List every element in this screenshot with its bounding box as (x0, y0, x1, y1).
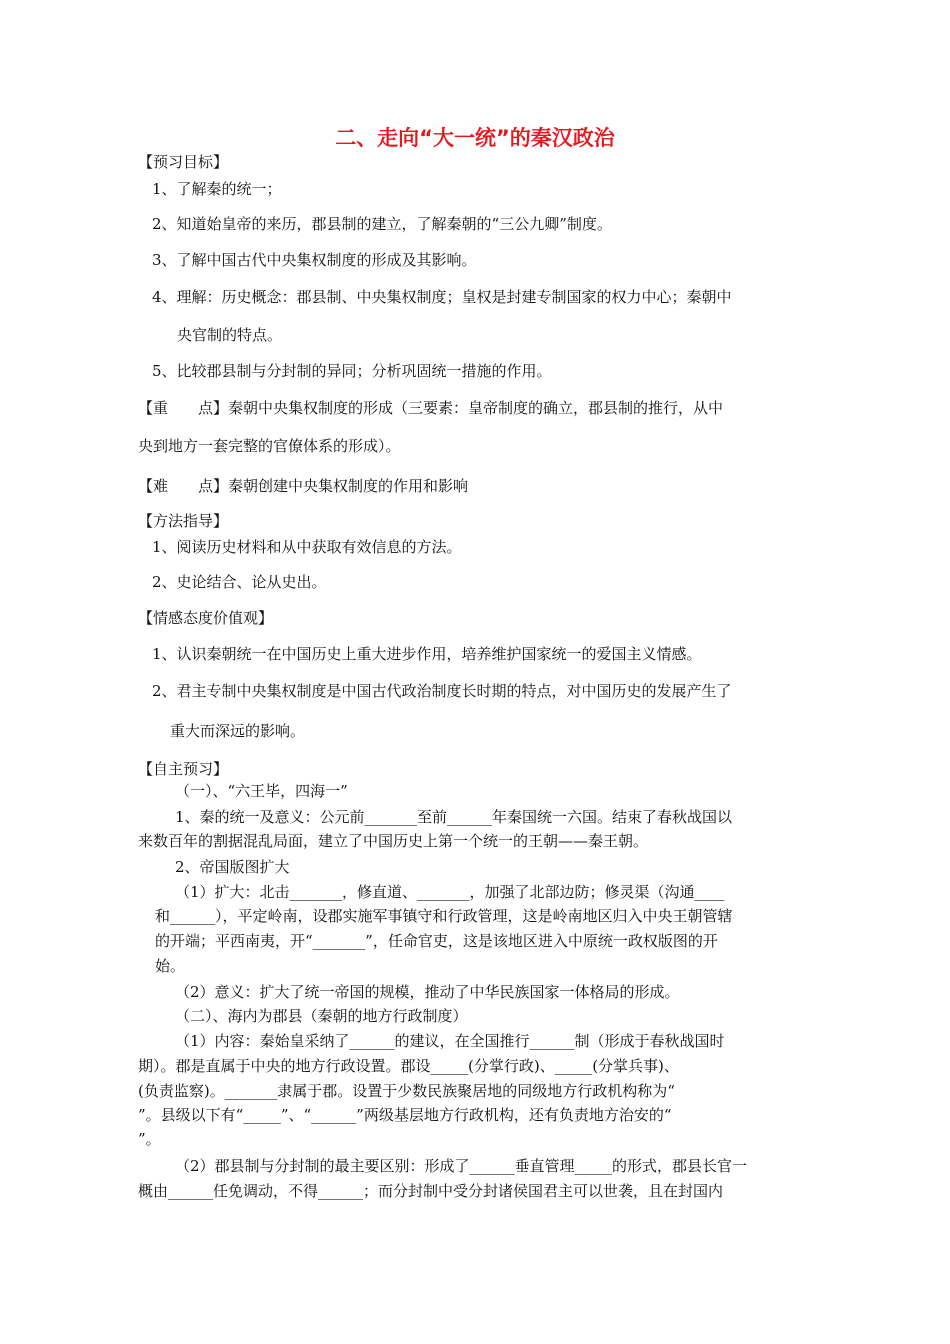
text-line: （1）内容：秦始皇采纳了______的建议，在全国推行______制（形成于春秋战国时 (175, 1032, 725, 1050)
text-line: 2、君主专制中央集权制度是中国古代政治制度长时期的特点，对中国历史的发展产生了 (152, 682, 732, 700)
page-title: 二、走向“大一统”的秦汉政治 (335, 126, 615, 150)
text-line: （1）扩大：北击_______，修直道、_______，加强了北部边防；修灵渠（沟通____ (175, 883, 725, 901)
section-heading: 【方法指导】 (138, 512, 229, 530)
text-line: 始。 (155, 957, 186, 975)
text-line: （2）郡县制与分封制的最主要区别：形成了______垂直管理_____的形式，郡县长官一 (175, 1157, 748, 1175)
text-line: 2、帝国版图扩大 (175, 858, 290, 876)
text-line: 5、比较郡县制与分封制的异同；分析巩固统一措施的作用。 (152, 362, 552, 380)
text-line: 1、阅读历史材料和从中获取有效信息的方法。 (152, 538, 462, 556)
text-line: 2、知道始皇帝的来历，郡县制的建立，了解秦朝的“三公九卿”制度。 (152, 215, 612, 233)
text-line: 1、了解秦的统一； (152, 180, 282, 198)
text-line: 央官制的特点。 (177, 326, 283, 344)
text-line: 2、史论结合、论从史出。 (152, 573, 327, 591)
key-point-line: 【重 点】秦朝中央集权制度的形成（三要素：皇帝制度的确立，郡县制的推行，从中 (138, 399, 724, 417)
section-heading: 【自主预习】 (138, 760, 229, 778)
text-line: 4、理解：历史概念：郡县制、中央集权制度；皇权是封建专制国家的权力中心；秦朝中 (152, 288, 732, 306)
subsection-heading: （一）、“六王毕，四海一” (175, 782, 348, 800)
text-line: 1、认识秦朝统一在中国历史上重大进步作用，培养维护国家统一的爱国主义情感。 (152, 645, 702, 663)
text-line: （2）意义：扩大了统一帝国的规模，推动了中华民族国家一体格局的形成。 (175, 983, 680, 1001)
text-line: 3、了解中国古代中央集权制度的形成及其影响。 (152, 251, 477, 269)
text-line: 央到地方一套完整的官僚体系的形成）。 (138, 437, 401, 455)
subsection-heading: （二）、海内为郡县（秦朝的地方行政制度） (175, 1007, 468, 1025)
text-line: 1、秦的统一及意义：公元前_______至前______年秦国统一六国。结束了春秋战国以 (175, 808, 733, 826)
section-heading: 【情感态度价值观】 (138, 609, 274, 627)
text-line: 和______），平定岭南，设郡实施军事镇守和行政管理，这是岭南地区归入中央王朝管辖 (155, 907, 733, 925)
text-line: 期）。郡是直属于中央的地方行政设置。郡设_____(分掌行政)、_____(分掌兵事)、 (138, 1057, 679, 1075)
text-line: ”。 (138, 1130, 161, 1148)
difficulty-line: 【难 点】秦朝创建中央集权制度的作用和影响 (138, 477, 469, 495)
text-line: 重大而深远的影响。 (170, 722, 306, 740)
text-line: 的开端；平西南夷，开“_______”，任命官吏，这是该地区进入中原统一政权版图的开 (155, 932, 718, 950)
text-line: (负责监察)。_______隶属于郡。设置于少数民族聚居地的同级地方行政机构称为“ (138, 1082, 675, 1100)
text-line: ”。县级以下有“_____”、“______”两级基层地方行政机构，还有负责地方治安的“ (138, 1106, 672, 1124)
text-line: 来数百年的割据混乱局面，建立了中国历史上第一个统一的王朝——秦王朝。 (138, 832, 649, 850)
text-line: 概由______任免调动，不得______；而分封制中受分封诸侯国君主可以世袭，且在封国内 (138, 1182, 724, 1200)
section-heading: 【预习目标】 (138, 153, 229, 171)
